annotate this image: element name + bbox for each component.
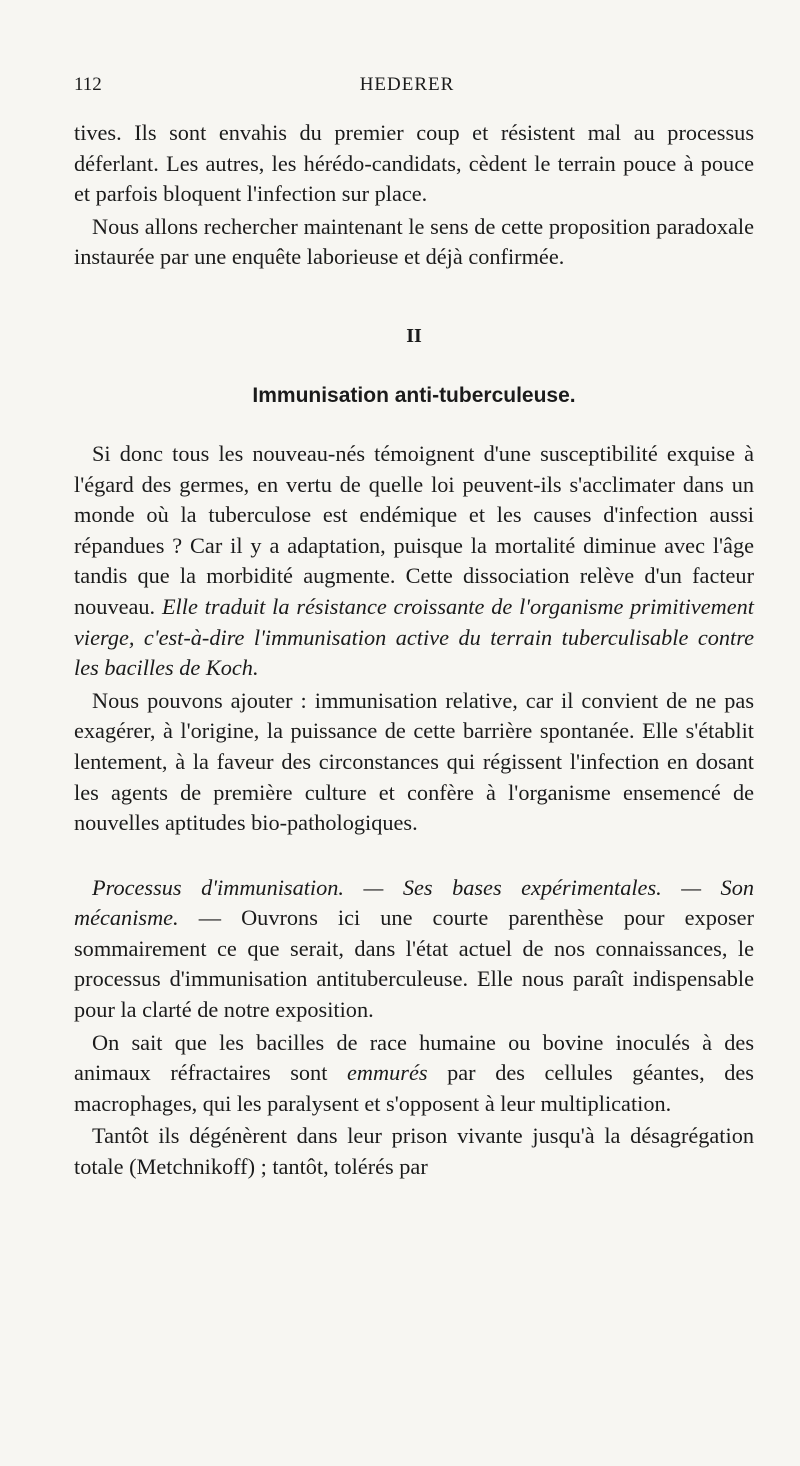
paragraph-process-heading bbox=[74, 873, 754, 1026]
paragraph-bacilles bbox=[74, 1028, 754, 1120]
paragraph-text: On sait que les bacilles de race humaine ou bovine inoculés à des animaux réfractaires sont bbox=[74, 1029, 754, 1086]
section-title: Immunisation anti-tuberculeuse. bbox=[252, 383, 576, 407]
paragraph-immunisation-intro bbox=[74, 439, 754, 684]
paragraph-emphasis: Elle traduit la résistance croissante de l'organisme primitivement vierge, c'est-à-dire l'immunisation active du terrain tuberculisable contre les bacilles de Koch. bbox=[74, 593, 754, 681]
paragraph-continuation: tives. Ils sont envahis du premier coup et résistent mal au processus déferlant. Les autres, les hérédo-candidats, cèdent le terrain pouce à pouce et parfois bloquent l'infection sur place. bbox=[74, 120, 754, 207]
section-number: II bbox=[406, 324, 422, 347]
paragraph-relative-immunisation: Nous pouvons ajouter : immunisation relative, car il convient de ne pas exagérer, à l'origine, la puissance de cette barrière spontanée. Elle s'établit lentement, à la faveur des circonstances qui régissent l'infection en dosant les agents de première culture et confère à l'organisme ensemencé de nouvelles aptitudes bio-pathologiques. bbox=[74, 687, 754, 836]
page-header bbox=[74, 74, 740, 104]
page-number: 112 bbox=[74, 74, 102, 95]
page-body bbox=[74, 118, 754, 1183]
paragraph-text: — Ouvrons ici une courte parenthèse pour exposer sommairement ce que serait, dans l'état actuel de nos connaissances, le processus d'immunisation antituberculeuse. Elle nous paraît indispensable pour la clarté de notre exposition. bbox=[74, 905, 754, 1023]
paragraph-text: par des cellules géantes, des macrophages, qui les paralysent et s'opposent à leur multiplication. bbox=[74, 1060, 754, 1116]
paragraph-text: Si donc tous les nouveau-nés témoignent d'une susceptibilité exquise à l'égard des germes, en vertu de quelle loi peuvent-ils s'acclimater dans un monde où la tuberculose est endémique et les causes d'infection aussi répandues ? Car il y a adaptation, puisque la mortalité diminue avec l'âge tandis que la morbidité augmente. Cette dissociation relève d'un facteur nouveau. bbox=[74, 440, 754, 619]
paragraph-tantot: Tantôt ils dégénèrent dans leur prison vivante jusqu'à la désagrégation totale (Metchnikoff) ; tantôt, tolérés par bbox=[74, 1123, 754, 1180]
running-head: HEDERER bbox=[359, 74, 455, 95]
paragraph-emphasis: emmurés bbox=[347, 1060, 428, 1086]
paragraph-transition: Nous allons rechercher maintenant le sens de cette proposition paradoxale instaurée par une enquête laborieuse et déjà confirmée. bbox=[74, 213, 754, 270]
run-in-heading: Processus d'immunisation. — Ses bases expérimentales. — Son mécanisme. bbox=[74, 874, 754, 931]
